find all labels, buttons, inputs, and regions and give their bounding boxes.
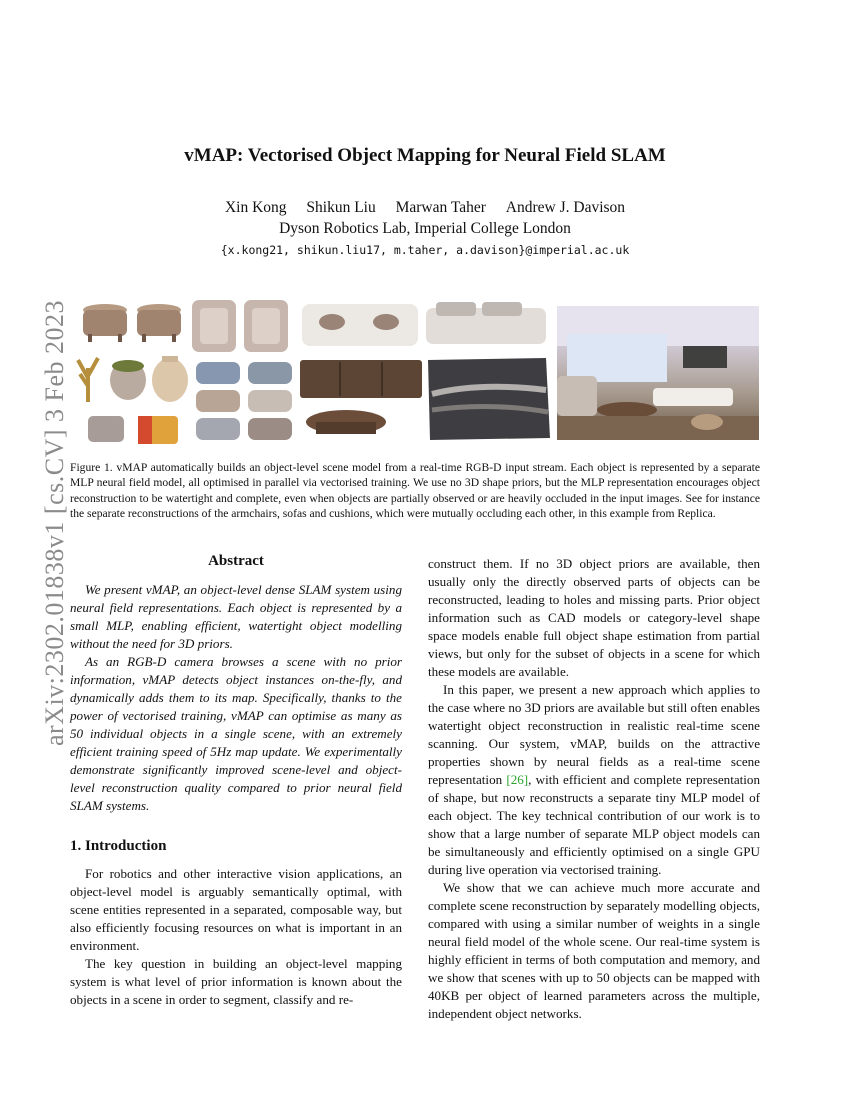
abstract-paragraph: We present vMAP, an object-level dense SLAM system using neural field representations. Each object is represented by a small MLP, enabling efficient, watertight object modelling without the need for 3D priors. [70, 582, 402, 651]
body-paragraph: construct them. If no 3D object priors are available, then usually only the directly observed parts of objects can be reconstructed, leading to holes and missing parts. Prior object information such as CAD models or category-level shape space models enable full object shape estimation from partial views, but only for the subset of objects in a scene for which these models are available. [428, 556, 760, 679]
right-column [428, 555, 760, 1023]
paper-title: vMAP: Vectorised Object Mapping for Neural Field SLAM [184, 145, 666, 166]
author: Shikun Liu [306, 199, 376, 216]
introduction-heading: 1. Introduction [70, 838, 167, 854]
cushion-object [248, 418, 292, 440]
cushion-object [196, 418, 240, 440]
author-emails: {x.kong21, shikun.liu17, m.taher, a.davison}@imperial.ac.uk [220, 243, 630, 257]
pot-object [110, 360, 146, 400]
replica-scene-photo [557, 306, 759, 440]
abstract-paragraph: As an RGB-D camera browses a scene with no prior information, vMAP detects object instances on-the-fly, and dynamically adds them to its map. Specifically, thanks to the power of vectorised training, vMAP can optimise as many as 50 individual objects in a single scene, with an extremely efficient training speed of 5Hz map update. We experimentally demonstrate significantly improved scene-level and object-level reconstruction quality compared to prior neural field SLAM systems. [70, 654, 402, 813]
body-paragraph [428, 681, 760, 879]
abstract-section [70, 552, 402, 815]
abstract-heading: Abstract [208, 553, 264, 569]
cushion-object [88, 416, 124, 442]
left-column [70, 552, 402, 1009]
author-list [0, 199, 850, 217]
affiliation: Dyson Robotics Lab, Imperial College London [279, 220, 571, 237]
sofa-object [426, 302, 546, 344]
rug-object [428, 358, 550, 440]
sofa-object [302, 304, 418, 346]
author: Marwan Taher [395, 199, 486, 216]
pouf-object [137, 304, 181, 342]
author: Andrew J. Davison [505, 199, 626, 216]
coffee-table-object [306, 410, 386, 434]
figure-1-image [70, 298, 760, 448]
intro-paragraph: For robotics and other interactive vision applications, an object-level model is arguably semantically optimal, with scene entities represented in a separated, composable way, but also efficiently focusing resources on what is important in an environment. [70, 866, 402, 953]
cushion-object [138, 416, 178, 444]
intro-paragraph: The key question in building an object-level mapping system is what level of prior information is known about the objects in a scene in order to segment, classify and re- [70, 956, 402, 1007]
plant-object [78, 358, 98, 402]
figure-caption: Figure 1. vMAP automatically builds an object-level scene model from a real-time RGB-D input stream. Each object is represented by a separate MLP neural field model, all optimised in parallel via vectorised training. We use no 3D shape priors, but the MLP representation encourages object reconstruction to be watertight and complete, even when objects are partially observed or are heavily occluded in the input images. See for instance the separate reconstructions of the armchairs, sofas and cushions, which were mutually occluding each other, in this example from Replica. [70, 461, 760, 521]
sideboard-object [300, 360, 422, 398]
cushion-object [248, 362, 292, 384]
cushion-object [196, 390, 240, 412]
body-text: In this paper, we present a new approach which applies to the case where no 3D priors are available but still often enables watertight object reconstruction in realistic real-time scene scanning. Our system, vMAP, builds on the attractive properties shown by neural fields as a real-time scene representation [428, 682, 760, 787]
vase-object [152, 356, 188, 402]
arxiv-stamp-text: arXiv:2302.01838v1 [cs.CV] 3 Feb 2023 [40, 300, 69, 747]
armchair-object [244, 300, 288, 352]
cushion-object [248, 390, 292, 412]
pouf-object [83, 304, 127, 342]
armchair-object [192, 300, 236, 352]
cushion-object [196, 362, 240, 384]
body-paragraph: We show that we can achieve much more accurate and complete scene reconstruction by separately modelling objects, compared with using a similar number of weights in a single neural field model of the whole scene. Our real-time system is highly efficient in terms of both computation and memory, and we show that scenes with up to 50 objects can be mapped with 40KB per object of learned parameters across the multiple, independent object networks. [428, 880, 760, 1021]
citation-link[interactable]: [26] [506, 772, 529, 787]
author: Xin Kong [224, 199, 287, 216]
body-text: , with efficient and complete representation of shape, but now reconstructs a separate tiny MLP model of each object. The key technical contribution of our work is to show that a large number of separate MLP object models can be simultaneously and efficiently optimised on a single GPU during live operation via vectorised training. [428, 772, 761, 877]
